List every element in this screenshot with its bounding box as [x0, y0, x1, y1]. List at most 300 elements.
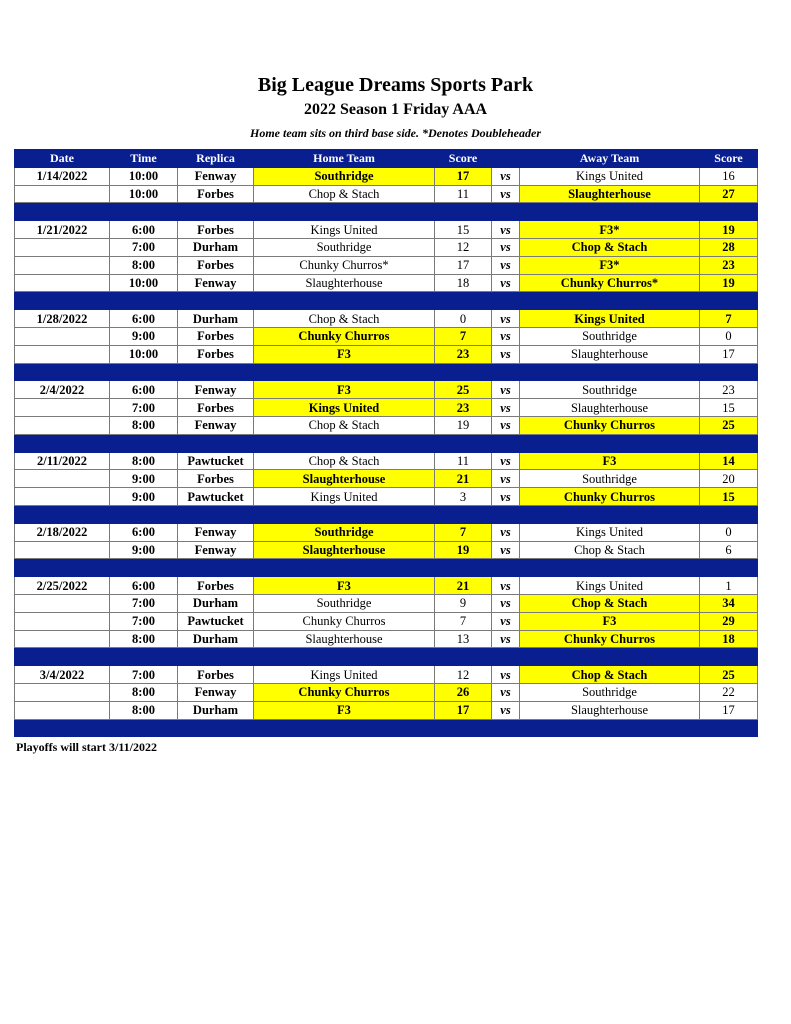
game-time: 10:00 — [110, 167, 178, 185]
game-replica: Fenway — [178, 274, 254, 292]
game-row — [15, 327, 758, 345]
away-team: Slaughterhouse — [520, 185, 700, 203]
col-header-home-score: Score — [435, 150, 492, 168]
game-replica: Fenway — [178, 167, 254, 185]
game-date: 2/4/2022 — [15, 381, 110, 399]
separator-cell — [15, 434, 110, 452]
separator-cell — [110, 363, 178, 381]
game-replica: Forbes — [178, 256, 254, 274]
separator-cell — [700, 363, 758, 381]
vs-label: vs — [492, 488, 520, 506]
separator-cell — [178, 648, 254, 666]
game-replica: Forbes — [178, 221, 254, 239]
vs-label: vs — [492, 256, 520, 274]
separator-cell — [254, 292, 435, 310]
game-time: 7:00 — [110, 399, 178, 417]
separator-cell — [435, 292, 492, 310]
home-score: 21 — [435, 470, 492, 488]
game-replica: Pawtucket — [178, 452, 254, 470]
separator-cell — [520, 648, 700, 666]
separator-cell — [492, 203, 520, 221]
game-date — [15, 594, 110, 612]
game-time: 8:00 — [110, 256, 178, 274]
separator-cell — [254, 559, 435, 577]
separator-cell — [15, 363, 110, 381]
game-time: 8:00 — [110, 630, 178, 648]
home-team: Slaughterhouse — [254, 541, 435, 559]
vs-label: vs — [492, 452, 520, 470]
vs-label: vs — [492, 470, 520, 488]
game-date — [15, 345, 110, 363]
home-team: Southridge — [254, 594, 435, 612]
separator-cell — [435, 434, 492, 452]
vs-label: vs — [492, 612, 520, 630]
game-row — [15, 541, 758, 559]
home-score: 15 — [435, 221, 492, 239]
game-replica: Fenway — [178, 683, 254, 701]
separator-cell — [492, 292, 520, 310]
home-team: Southridge — [254, 523, 435, 541]
vs-label: vs — [492, 274, 520, 292]
vs-label: vs — [492, 310, 520, 328]
separator-cell — [15, 292, 110, 310]
vs-label: vs — [492, 238, 520, 256]
week-separator — [15, 292, 758, 310]
game-row — [15, 399, 758, 417]
home-team: Kings United — [254, 399, 435, 417]
away-score: 19 — [700, 221, 758, 239]
table-header-row — [15, 150, 758, 168]
game-replica: Forbes — [178, 470, 254, 488]
page-title: Big League Dreams Sports Park — [257, 74, 534, 96]
separator-cell — [520, 203, 700, 221]
game-time: 6:00 — [110, 221, 178, 239]
home-score: 11 — [435, 185, 492, 203]
home-score: 18 — [435, 274, 492, 292]
game-date — [15, 238, 110, 256]
home-team: F3 — [254, 381, 435, 399]
home-team: Slaughterhouse — [254, 274, 435, 292]
separator-cell — [700, 505, 758, 523]
game-replica: Forbes — [178, 399, 254, 417]
separator-cell — [178, 434, 254, 452]
game-row — [15, 345, 758, 363]
game-row — [15, 185, 758, 203]
separator-cell — [254, 203, 435, 221]
home-score: 21 — [435, 577, 492, 595]
separator-cell — [700, 292, 758, 310]
separator-cell — [15, 203, 110, 221]
away-score: 18 — [700, 630, 758, 648]
game-row — [15, 523, 758, 541]
game-replica: Forbes — [178, 327, 254, 345]
separator-cell — [700, 719, 758, 737]
home-score: 7 — [435, 612, 492, 630]
game-date — [15, 416, 110, 434]
separator-cell — [520, 363, 700, 381]
home-score: 13 — [435, 630, 492, 648]
week-separator — [15, 434, 758, 452]
game-date: 2/18/2022 — [15, 523, 110, 541]
week-separator — [15, 363, 758, 381]
week-separator — [15, 505, 758, 523]
separator-cell — [178, 505, 254, 523]
vs-label: vs — [492, 541, 520, 559]
away-score: 16 — [700, 167, 758, 185]
game-time: 10:00 — [110, 274, 178, 292]
separator-cell — [110, 292, 178, 310]
separator-cell — [15, 648, 110, 666]
game-date — [15, 399, 110, 417]
away-score: 29 — [700, 612, 758, 630]
game-date — [15, 185, 110, 203]
game-date — [15, 541, 110, 559]
game-time: 8:00 — [110, 701, 178, 719]
separator-cell — [110, 719, 178, 737]
game-row — [15, 310, 758, 328]
season-subtitle: 2022 Season 1 Friday AAA — [303, 101, 488, 118]
separator-cell — [15, 505, 110, 523]
separator-cell — [435, 559, 492, 577]
game-date — [15, 274, 110, 292]
separator-cell — [110, 505, 178, 523]
game-date — [15, 256, 110, 274]
game-date — [15, 701, 110, 719]
home-score: 23 — [435, 399, 492, 417]
separator-cell — [110, 559, 178, 577]
vs-label: vs — [492, 701, 520, 719]
vs-label: vs — [492, 345, 520, 363]
separator-cell — [492, 648, 520, 666]
game-row — [15, 701, 758, 719]
away-team: Slaughterhouse — [520, 345, 700, 363]
col-header-away-team: Away Team — [520, 150, 700, 168]
home-team: Chop & Stach — [254, 416, 435, 434]
separator-cell — [435, 719, 492, 737]
away-team: Southridge — [520, 683, 700, 701]
game-row — [15, 238, 758, 256]
col-header-home-team: Home Team — [254, 150, 435, 168]
game-replica: Fenway — [178, 523, 254, 541]
home-score: 7 — [435, 327, 492, 345]
vs-label: vs — [492, 577, 520, 595]
home-score: 17 — [435, 167, 492, 185]
game-date: 1/21/2022 — [15, 221, 110, 239]
vs-label: vs — [492, 594, 520, 612]
game-time: 10:00 — [110, 185, 178, 203]
separator-cell — [254, 434, 435, 452]
vs-label: vs — [492, 221, 520, 239]
week-separator — [15, 203, 758, 221]
home-team: Chunky Churros — [254, 683, 435, 701]
away-team: Kings United — [520, 310, 700, 328]
separator-cell — [110, 434, 178, 452]
game-row — [15, 683, 758, 701]
week-separator — [15, 559, 758, 577]
game-replica: Durham — [178, 630, 254, 648]
away-score: 17 — [700, 345, 758, 363]
game-date — [15, 327, 110, 345]
away-score: 23 — [700, 256, 758, 274]
away-team: Kings United — [520, 167, 700, 185]
home-score: 12 — [435, 238, 492, 256]
game-replica: Forbes — [178, 666, 254, 684]
home-team: F3 — [254, 577, 435, 595]
away-score: 25 — [700, 666, 758, 684]
separator-cell — [254, 505, 435, 523]
home-team: Kings United — [254, 666, 435, 684]
game-time: 7:00 — [110, 594, 178, 612]
separator-cell — [15, 559, 110, 577]
separator-cell — [492, 719, 520, 737]
game-time: 10:00 — [110, 345, 178, 363]
separator-cell — [492, 559, 520, 577]
game-row — [15, 666, 758, 684]
away-score: 6 — [700, 541, 758, 559]
separator-cell — [492, 505, 520, 523]
game-replica: Fenway — [178, 381, 254, 399]
away-team: Chunky Churros — [520, 488, 700, 506]
game-date: 2/11/2022 — [15, 452, 110, 470]
col-header-date: Date — [15, 150, 110, 168]
home-team: Slaughterhouse — [254, 470, 435, 488]
separator-cell — [435, 203, 492, 221]
game-time: 8:00 — [110, 452, 178, 470]
game-time: 9:00 — [110, 470, 178, 488]
away-team: Southridge — [520, 470, 700, 488]
away-team: F3 — [520, 612, 700, 630]
separator-cell — [492, 363, 520, 381]
separator-cell — [254, 648, 435, 666]
game-time: 6:00 — [110, 523, 178, 541]
home-team: Southridge — [254, 167, 435, 185]
away-score: 22 — [700, 683, 758, 701]
game-time: 6:00 — [110, 381, 178, 399]
separator-cell — [520, 559, 700, 577]
separator-cell — [178, 719, 254, 737]
game-row — [15, 221, 758, 239]
separator-cell — [254, 719, 435, 737]
home-score: 12 — [435, 666, 492, 684]
away-score: 34 — [700, 594, 758, 612]
col-header-time: Time — [110, 150, 178, 168]
game-row — [15, 167, 758, 185]
away-team: Slaughterhouse — [520, 701, 700, 719]
away-score: 25 — [700, 416, 758, 434]
game-date — [15, 683, 110, 701]
away-team: Chunky Churros* — [520, 274, 700, 292]
game-date — [15, 612, 110, 630]
game-row — [15, 577, 758, 595]
game-replica: Durham — [178, 701, 254, 719]
separator-cell — [520, 292, 700, 310]
home-score: 7 — [435, 523, 492, 541]
col-header-vs — [492, 150, 520, 168]
home-team: Chunky Churros* — [254, 256, 435, 274]
away-team: F3* — [520, 256, 700, 274]
separator-cell — [520, 505, 700, 523]
home-team: Kings United — [254, 488, 435, 506]
game-replica: Fenway — [178, 416, 254, 434]
vs-label: vs — [492, 167, 520, 185]
game-time: 9:00 — [110, 327, 178, 345]
week-separator — [15, 719, 758, 737]
home-score: 19 — [435, 416, 492, 434]
game-date — [15, 488, 110, 506]
game-replica: Durham — [178, 310, 254, 328]
away-score: 0 — [700, 523, 758, 541]
week-separator — [15, 648, 758, 666]
away-team: Chunky Churros — [520, 630, 700, 648]
away-team: Kings United — [520, 523, 700, 541]
col-header-away-score: Score — [700, 150, 758, 168]
away-score: 15 — [700, 488, 758, 506]
vs-label: vs — [492, 666, 520, 684]
away-team: F3* — [520, 221, 700, 239]
separator-cell — [520, 434, 700, 452]
home-team: Southridge — [254, 238, 435, 256]
playoffs-note: Playoffs will start 3/11/2022 — [16, 740, 157, 754]
vs-label: vs — [492, 683, 520, 701]
game-time: 6:00 — [110, 310, 178, 328]
home-team: Chop & Stach — [254, 310, 435, 328]
vs-label: vs — [492, 327, 520, 345]
game-row — [15, 256, 758, 274]
vs-label: vs — [492, 630, 520, 648]
away-score: 17 — [700, 701, 758, 719]
game-time: 9:00 — [110, 541, 178, 559]
game-row — [15, 470, 758, 488]
away-team: Chop & Stach — [520, 594, 700, 612]
separator-cell — [492, 434, 520, 452]
game-date: 1/28/2022 — [15, 310, 110, 328]
away-score: 7 — [700, 310, 758, 328]
game-replica: Forbes — [178, 185, 254, 203]
schedule-table — [14, 149, 758, 737]
away-score: 15 — [700, 399, 758, 417]
separator-cell — [435, 363, 492, 381]
game-time: 7:00 — [110, 666, 178, 684]
separator-cell — [435, 505, 492, 523]
home-score: 26 — [435, 683, 492, 701]
away-score: 0 — [700, 327, 758, 345]
away-team: Chunky Churros — [520, 416, 700, 434]
game-replica: Pawtucket — [178, 488, 254, 506]
home-team: Chunky Churros — [254, 327, 435, 345]
home-team: Kings United — [254, 221, 435, 239]
away-team: Chop & Stach — [520, 541, 700, 559]
separator-cell — [178, 559, 254, 577]
separator-cell — [178, 363, 254, 381]
game-date: 3/4/2022 — [15, 666, 110, 684]
home-team: F3 — [254, 345, 435, 363]
game-row — [15, 274, 758, 292]
home-team: Chunky Churros — [254, 612, 435, 630]
separator-cell — [520, 719, 700, 737]
home-score: 17 — [435, 701, 492, 719]
game-date — [15, 630, 110, 648]
vs-label: vs — [492, 399, 520, 417]
home-score: 23 — [435, 345, 492, 363]
away-score: 27 — [700, 185, 758, 203]
game-row — [15, 381, 758, 399]
separator-cell — [110, 203, 178, 221]
game-time: 8:00 — [110, 683, 178, 701]
separator-cell — [254, 363, 435, 381]
game-replica: Forbes — [178, 577, 254, 595]
game-replica: Forbes — [178, 345, 254, 363]
away-team: Southridge — [520, 381, 700, 399]
game-date: 2/25/2022 — [15, 577, 110, 595]
game-date: 1/14/2022 — [15, 167, 110, 185]
game-time: 8:00 — [110, 416, 178, 434]
game-row — [15, 594, 758, 612]
away-score: 28 — [700, 238, 758, 256]
away-team: Slaughterhouse — [520, 399, 700, 417]
home-score: 17 — [435, 256, 492, 274]
home-team: Slaughterhouse — [254, 630, 435, 648]
game-row — [15, 452, 758, 470]
col-header-replica: Replica — [178, 150, 254, 168]
home-score: 0 — [435, 310, 492, 328]
home-team: Chop & Stach — [254, 185, 435, 203]
game-replica: Durham — [178, 594, 254, 612]
home-team: Chop & Stach — [254, 452, 435, 470]
vs-label: vs — [492, 381, 520, 399]
away-score: 1 — [700, 577, 758, 595]
away-score: 14 — [700, 452, 758, 470]
game-time: 7:00 — [110, 612, 178, 630]
game-date — [15, 470, 110, 488]
separator-cell — [700, 434, 758, 452]
separator-cell — [178, 292, 254, 310]
away-score: 23 — [700, 381, 758, 399]
away-score: 20 — [700, 470, 758, 488]
away-team: Chop & Stach — [520, 666, 700, 684]
vs-label: vs — [492, 416, 520, 434]
separator-cell — [178, 203, 254, 221]
separator-cell — [435, 648, 492, 666]
away-team: F3 — [520, 452, 700, 470]
game-row — [15, 416, 758, 434]
away-team: Chop & Stach — [520, 238, 700, 256]
separator-cell — [700, 559, 758, 577]
vs-label: vs — [492, 523, 520, 541]
home-team: F3 — [254, 701, 435, 719]
game-replica: Durham — [178, 238, 254, 256]
away-score: 19 — [700, 274, 758, 292]
schedule-note: Home team sits on third base side. *Denotes Doubleheader — [250, 126, 541, 140]
separator-cell — [700, 203, 758, 221]
separator-cell — [15, 719, 110, 737]
home-score: 11 — [435, 452, 492, 470]
game-replica: Pawtucket — [178, 612, 254, 630]
home-score: 3 — [435, 488, 492, 506]
game-row — [15, 630, 758, 648]
separator-cell — [700, 648, 758, 666]
game-time: 7:00 — [110, 238, 178, 256]
game-time: 9:00 — [110, 488, 178, 506]
game-row — [15, 612, 758, 630]
game-row — [15, 488, 758, 506]
home-score: 9 — [435, 594, 492, 612]
vs-label: vs — [492, 185, 520, 203]
game-time: 6:00 — [110, 577, 178, 595]
away-team: Southridge — [520, 327, 700, 345]
away-team: Kings United — [520, 577, 700, 595]
home-score: 25 — [435, 381, 492, 399]
home-score: 19 — [435, 541, 492, 559]
